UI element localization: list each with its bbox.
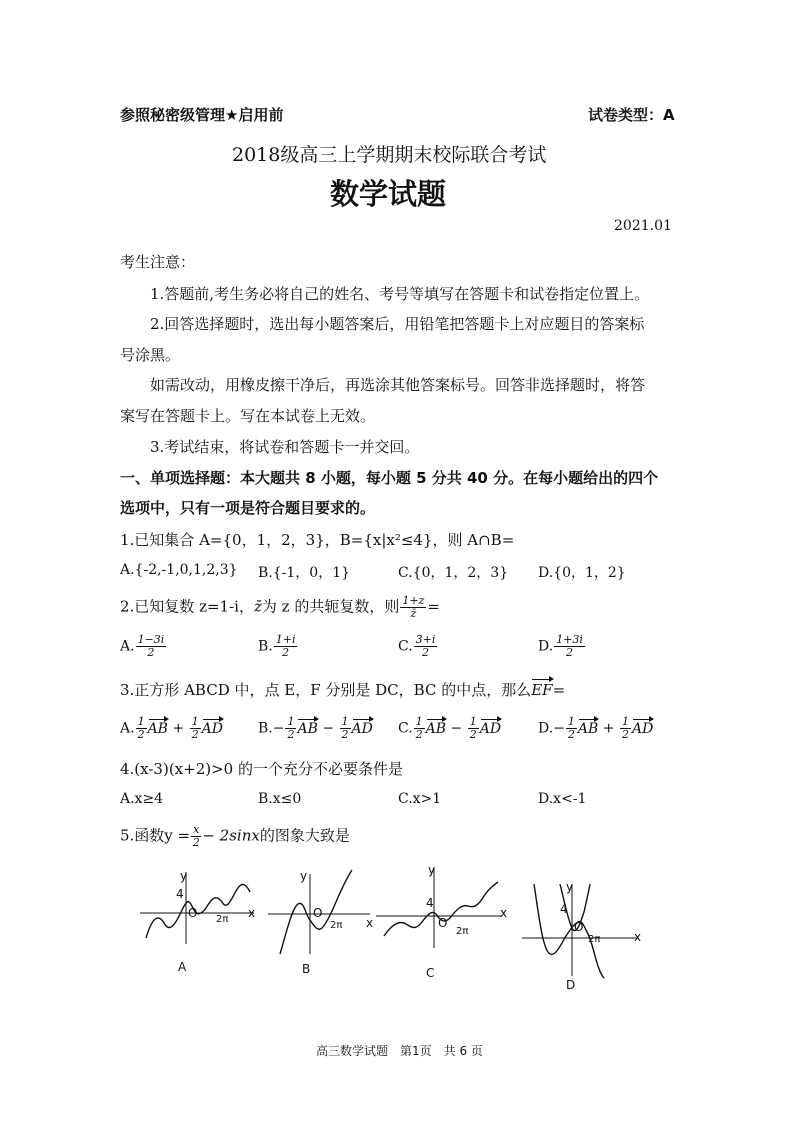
- q1-option-d: D.{0，1，2}: [538, 565, 626, 581]
- q1-option-c: C.{0，1，2，3}: [398, 565, 509, 581]
- graph-b-y-label: y: [300, 869, 308, 883]
- q2-option-d: D. $\frac{1+3i}{2}$: [538, 633, 583, 659]
- graph-d-x-label: x: [634, 930, 642, 944]
- q3-option-b: B.− $\frac{1}{2}$ AB − $\frac{1}{2}$ AD: [258, 715, 373, 741]
- q3-option-d: D.− $\frac{1}{2}$ AB + $\frac{1}{2}$ AD: [538, 715, 654, 741]
- page-footer: 高三数学试题 第1页 共 6 页: [316, 1044, 483, 1058]
- classification-label: 参照秘密级管理★启用前: [120, 106, 284, 124]
- graph-c-x-label: x: [500, 906, 508, 920]
- graph-d-label: D: [566, 978, 576, 992]
- q1-option-a: A.{-2,-1,0,1,2,3}: [120, 562, 238, 578]
- graph-c-label: C: [426, 966, 435, 980]
- graph-b-tick-2pi: 2π: [330, 920, 343, 931]
- section-heading-line-1: 一、单项选择题：本大题共 8 小题，每小题 5 分共 40 分。在每小题给出的四个: [120, 469, 659, 487]
- graph-a-origin: O: [188, 906, 198, 920]
- exam-date: 2021.01: [614, 218, 672, 234]
- graph-c-tick-4: 4: [426, 896, 434, 910]
- graph-a-y-label: y: [180, 869, 188, 883]
- graph-c-origin: O: [438, 916, 448, 930]
- q3-vector-ef: EF: [531, 678, 552, 699]
- q4-option-c: C.x>1: [398, 791, 442, 807]
- q2-option-a: A. $\frac{1-3i}{2}$: [120, 633, 165, 659]
- page-title: 数学试题: [330, 177, 447, 211]
- notice-item-3: 3.考试结束，将试卷和答题卡一并交回。: [150, 438, 420, 456]
- q1-option-b: B.{-1，0，1}: [258, 565, 351, 581]
- notice-item-2-line-1: 2.回答选择题时，选出每小题答案后，用铅笔把答题卡上对应题目的答案标: [150, 315, 645, 333]
- q4-option-b: B.x≤0: [258, 791, 302, 807]
- graph-d-y-label: y: [566, 880, 574, 894]
- q4-option-a: A.x≥4: [120, 791, 164, 807]
- section-heading-line-2: 选项中，只有一项是符合题目要求的。: [120, 499, 376, 517]
- graph-c: [374, 862, 508, 952]
- notice-item-2b-line-1: 如需改动，用橡皮擦干净后，再选涂其他答案标号。回答非选择题时，将答: [150, 376, 646, 394]
- graph-b-x-label: x: [366, 916, 374, 930]
- graph-a-x-label: x: [248, 906, 256, 920]
- graph-a: [138, 868, 258, 948]
- q3-option-a: A. $\frac{1}{2}$ AB + $\frac{1}{2}$ AD: [120, 715, 223, 741]
- q4-option-d: D.x<-1: [538, 791, 587, 807]
- notice-item-2-line-2: 号涂黑。: [120, 346, 181, 364]
- graph-d-tick-4: 4: [560, 902, 568, 916]
- q5-stem: 5.函数y = $\frac{x}{2}$ − 2sinx的图象大致是: [120, 823, 350, 849]
- exam-subtitle: 2018级高三上学期期末校际联合考试: [232, 144, 547, 166]
- q4-stem: 4.(x-3)(x+2)>0 的一个充分不必要条件是: [120, 760, 403, 778]
- graph-a-tick-4: 4: [176, 887, 184, 901]
- q2-option-c: C. $\frac{3+i}{2}$: [398, 633, 436, 659]
- graph-d-tick-2pi: 2π: [588, 934, 601, 945]
- graph-b-origin: O: [313, 906, 323, 920]
- graph-c-y-label: y: [428, 863, 436, 877]
- q2-option-b: B. $\frac{1+i}{2}$: [258, 633, 296, 659]
- q3-stem: 3.正方形 ABCD 中，点 E，F 分别是 DC，BC 的中点，那么EF=: [120, 678, 565, 700]
- q1-stem: 1.已知集合 A={0，1，2，3}，B={x|x²≤4}，则 A∩B=: [120, 531, 515, 549]
- graph-a-label: A: [178, 960, 187, 974]
- q2-stem-post: =: [427, 597, 440, 616]
- q2-stem-mid: 为 z 的共轭复数，则: [261, 597, 400, 616]
- q2-zbar: z̄: [253, 597, 262, 616]
- q2-fraction: $\frac{1+z}{z̄}$: [402, 594, 425, 620]
- graph-c-tick-2pi: 2π: [456, 926, 469, 937]
- q2-stem-pre: 2.已知复数 z=1-i，: [120, 597, 254, 616]
- graph-d-origin: O: [574, 920, 584, 934]
- paper-type-label: 试卷类型：A: [588, 106, 675, 124]
- notice-item-2b-line-2: 案写在答题卡上。写在本试卷上无效。: [120, 407, 376, 425]
- q2-stem: [120, 595, 440, 620]
- notice-item-1: 1.答题前,考生务必将自己的姓名、考号等填写在答题卡和试卷指定位置上。: [150, 285, 650, 303]
- graph-b-label: B: [302, 962, 311, 976]
- q3-option-c: C. $\frac{1}{2}$ AB − $\frac{1}{2}$ AD: [398, 715, 502, 741]
- graph-a-tick-2pi: 2π: [216, 914, 229, 925]
- notice-heading: 考生注意：: [120, 253, 196, 271]
